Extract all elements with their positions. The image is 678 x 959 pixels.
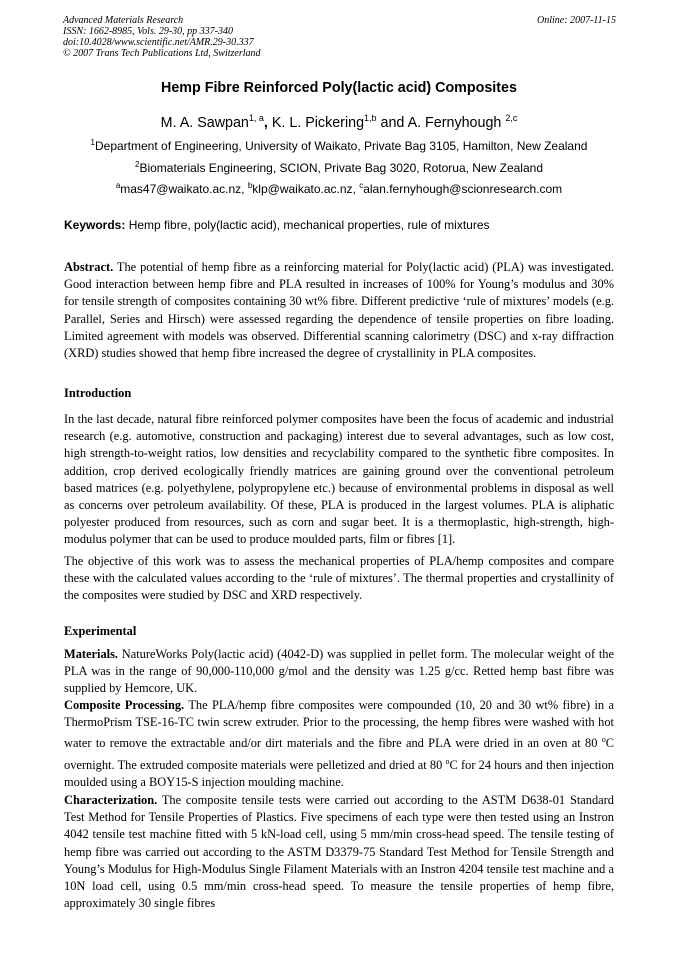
characterization-label: Characterization. xyxy=(64,793,158,807)
journal-info xyxy=(63,15,616,59)
journal-name: Advanced Materials Research xyxy=(63,15,184,26)
author-and: and xyxy=(376,114,408,131)
doi-line[interactable]: doi:10.4028/www.scientific.net/AMR.29-30.337 xyxy=(63,37,254,48)
paper-title: Hemp Fibre Reinforced Poly(lactic acid) Composites xyxy=(161,80,517,96)
affiliation-2-marker: 2 xyxy=(135,160,140,169)
affiliation-1-text: Department of Engineering, University of Waikato, Private Bag 3105, Hamilton, New Zealand xyxy=(94,139,588,153)
email-a[interactable]: mas47@waikato.ac.nz, xyxy=(120,182,248,196)
author-list xyxy=(0,113,678,131)
characterization-paragraph xyxy=(64,792,614,912)
author-emails xyxy=(0,181,678,196)
abstract-label: Abstract. xyxy=(64,260,114,274)
materials-label: Materials. xyxy=(64,647,119,661)
author-1-affil: 1, a xyxy=(248,113,264,123)
affiliation-2 xyxy=(0,160,678,175)
introduction-paragraph-2: The objective of this work was to assess the mechanical properties of PLA/hemp composites and compare these with the calculated values according to the ‘rule of mixtures’. The thermal properties and crystallinity of the composites were studied by DSC and XRD respectively. xyxy=(64,554,614,603)
email-a-marker: a xyxy=(115,181,121,190)
characterization-text: The composite tensile tests were carried out according to the ASTM D638-01 Standard Test Method for Tensile Properties of Plastics. Five specimens of each type were then tested using an Instron 4042 tensile test machine fitted with 5 kN-load cell, using 5 mm/min cross-head speed. The tensile testing of hemp fibre was carried out according to the ASTM D3379-75 Standard Test Method for Tensile Strength and Young’s Modulus for High-Modulus Single Filament Materials with an Instron 4204 tensile test machine and a 10N load cell, using 0.5 mm/min cross-head speed. To measure the tensile properties of hemp fibre, approximately 30 single fibres xyxy=(64,793,614,911)
email-b[interactable]: klp@waikato.ac.nz, xyxy=(252,182,360,196)
journal-header xyxy=(63,15,616,59)
email-c[interactable]: alan.fernyhough@scionresearch.com xyxy=(363,182,563,196)
materials-text: NatureWorks Poly(lactic acid) (4042-D) was supplied in pellet form. The molecular weight of the PLA was in the range of 90,000-110,000 g/mol and the density was 1.25 g/cc. Retted hemp bast fibre was supplied by Hemcore, UK. xyxy=(64,647,614,696)
affiliation-1 xyxy=(0,138,678,153)
composite-text-2: C overnight. The extruded composite materials were pelletized and dried at 80 xyxy=(64,736,614,772)
author-3-affil: 2,c xyxy=(505,113,518,123)
email-c-marker: c xyxy=(359,181,364,190)
introduction-heading: Introduction xyxy=(64,386,132,400)
author-1: M. A. Sawpan xyxy=(160,114,249,131)
abstract xyxy=(64,259,614,362)
composite-text-3: C for 24 hours and then injection moulded using a BOY15-S injection moulding machine. xyxy=(64,757,614,790)
affiliation-1-marker: 1 xyxy=(90,138,95,147)
author-2: K. L. Pickering xyxy=(271,114,365,131)
email-b-marker: b xyxy=(247,181,253,190)
author-separator: , xyxy=(263,114,272,131)
online-date: Online: 2007-11-15 xyxy=(537,15,616,26)
composite-label: Composite Processing. xyxy=(64,698,185,712)
composite-text-1: The PLA/hemp fibre composites were compounded (10, 20 and 30 wt% fibre) in a ThermoPrism TSE-16-TC twin screw extruder. Prior to the processing, the hemp fibres were washed with hot water to remove the extractable and/or dirt materials and the fibre and PLA were dried in an oven at 80 xyxy=(64,698,614,751)
materials-paragraph xyxy=(64,646,614,698)
degree-symbol-1: o xyxy=(601,735,606,745)
author-2-affil: 1,b xyxy=(364,113,377,123)
keywords-text: Hemp fibre, poly(lactic acid), mechanical properties, rule of mixtures xyxy=(125,218,490,232)
composite-processing-paragraph xyxy=(64,697,614,791)
issn-line: ISSN: 1662-8985, Vols. 29-30, pp 337-340 xyxy=(63,26,233,37)
introduction-paragraph-1: In the last decade, natural fibre reinforced polymer composites have been the focus of academic and industrial research (e.g. automotive, construction and packaging) interest due to several advantages, such as low cost, high strength-to-weight ratios, low densities and recyclability compared to the synthetic fibre composites. In addition, crop derived ecologically friendly matrices are gaining ground over the conventional petroleum based matrices (e.g. polyethylene, polypropylene etc.) because of environmental problems in disposal as well as concerns over petroleum availability. Of these, PLA is produced in the largest volumes. PLA is aliphatic polyester produced from resources, such as corn and sugar beet. It is a thermoplastic, high-strength, high-modulus polymer that can be used to produce moulded parts, film or fibres [1]. xyxy=(64,412,614,547)
affiliation-2-text: Biomaterials Engineering, SCION, Private Bag 3020, Rotorua, New Zealand xyxy=(139,161,543,175)
experimental-heading: Experimental xyxy=(64,624,137,638)
keywords xyxy=(64,218,624,232)
keywords-label: Keywords: xyxy=(64,218,126,232)
copyright-line: © 2007 Trans Tech Publications Ltd, Switzerland xyxy=(63,48,261,59)
author-3: A. Fernyhough xyxy=(407,114,506,131)
abstract-text: The potential of hemp fibre as a reinforcing material for Poly(lactic acid) (PLA) was investigated. Good interaction between hemp fibre and PLA resulted in increases of 100% for Young’s modulus and 30% for tensile strength of composites containing 30 wt% fibre. Different predictive ‘rule of mixtures’ models (e.g. Parallel, Series and Hirsch) were assessed regarding the dependence of tensile properties on fibre loading. Limited agreement with models was observed. Differential scanning calorimetry (DSC) and x-ray diffraction (XRD) studies showed that hemp fibre increased the degree of crystallinity in PLA composites. xyxy=(64,260,614,361)
degree-symbol-2: o xyxy=(445,756,450,766)
